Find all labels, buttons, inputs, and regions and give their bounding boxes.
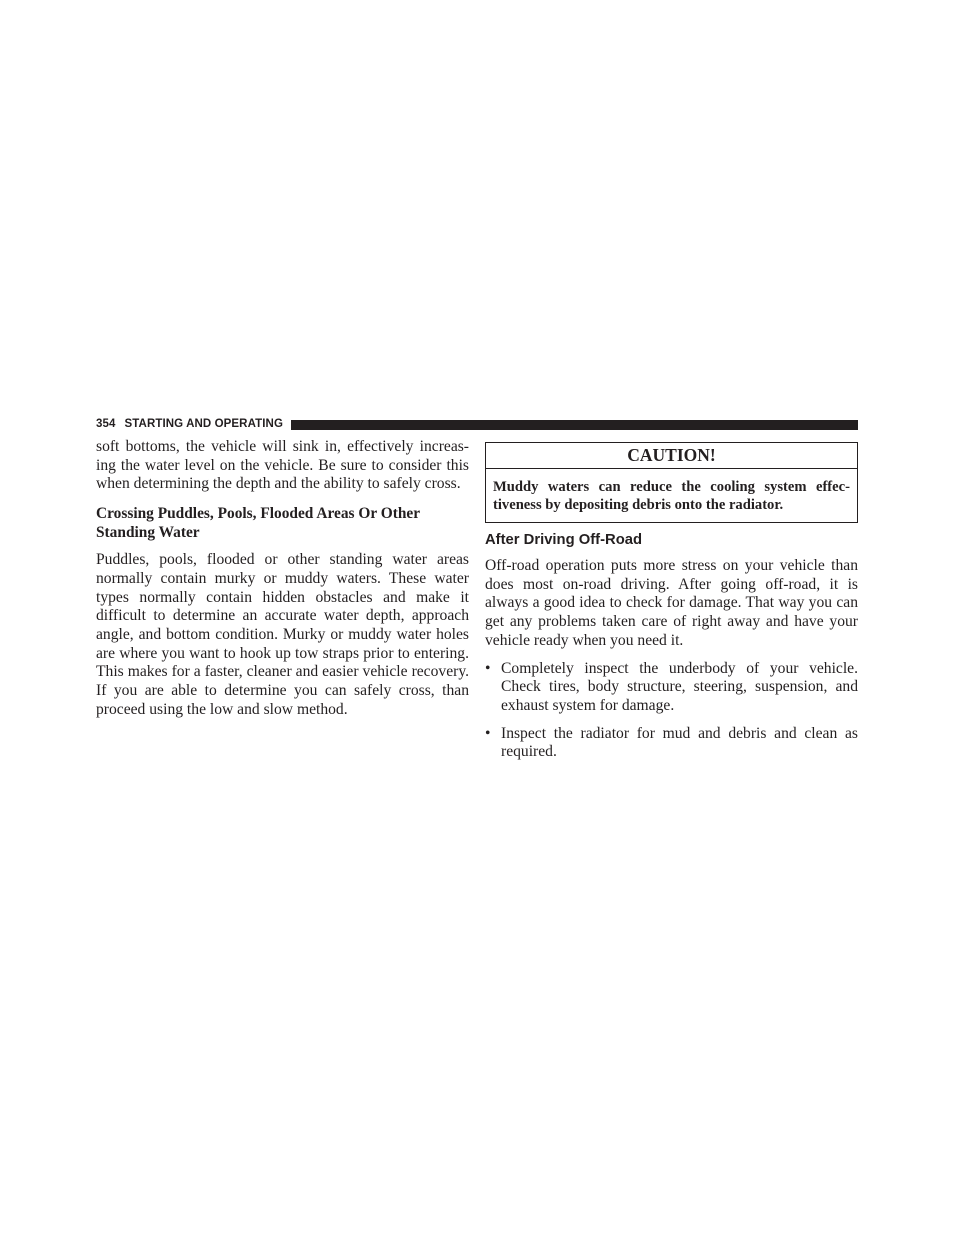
list-item	[485, 660, 858, 716]
left-column	[96, 438, 469, 719]
page-number: 354	[96, 418, 116, 430]
bullet-glyph: •	[485, 724, 491, 742]
bullet-glyph: •	[485, 659, 491, 677]
list-item	[485, 725, 858, 762]
inspection-list	[485, 660, 858, 763]
header-text	[96, 417, 283, 432]
caution-text: Muddy waters can reduce the cooling system effec-tiveness by depositing debris onto the radiator.	[493, 479, 850, 513]
header-rule	[291, 420, 858, 430]
caution-box	[485, 442, 858, 523]
after-driving-paragraph: Off-road operation puts more stress on your vehicle than does most on-road driving. After going off-road, it is always a good idea to check for damage. That way you can get any problems taken care of right away and have your vehicle ready when you need it.	[485, 557, 858, 649]
caution-title: CAUTION!	[486, 443, 857, 469]
section-title: STARTING AND OPERATING	[124, 418, 284, 430]
right-column	[485, 438, 858, 771]
list-item-text: Completely inspect the underbody of your vehicle. Check tires, body structure, steering, suspension, and exhaust system for damage.	[501, 659, 858, 714]
list-item-text: Inspect the radiator for mud and debris and clean as required.	[501, 724, 858, 761]
page-header	[96, 417, 858, 432]
crossing-water-paragraph: Puddles, pools, flooded or other standing water areas normally contain murky or muddy waters. These water types normally contain hidden obstacles and make it difficult to determine an accurate water depth, approach angle, and bottom condition. Murky or muddy water holes are where you want to hook up tow straps prior to entering. This makes for a faster, cleaner and easier vehicle recovery. If you are able to determine you can safely cross, than proceed using the low and slow method.	[96, 551, 469, 718]
crossing-water-heading: Crossing Puddles, Pools, Flooded Areas Or Other Standing Water	[96, 505, 420, 542]
intro-paragraph: soft bottoms, the vehicle will sink in, effectively increas-ing the water level on the vehicle. Be sure to consider this when determining the depth and the ability to safely cross.	[96, 438, 469, 493]
after-driving-heading: After Driving Off-Road	[485, 532, 643, 548]
